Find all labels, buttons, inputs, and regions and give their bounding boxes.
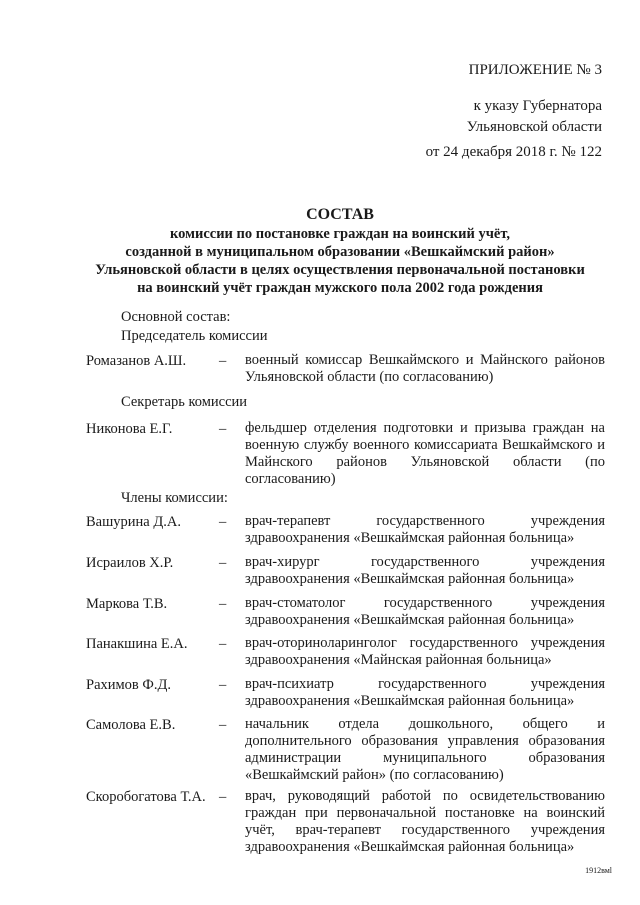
member-position: врач-оториноларинголог государственного учреждения здравоохранения «Майнская районная больница» (245, 635, 605, 668)
title-line-5: на воинский учёт граждан мужского пола 2002 года рождения (137, 280, 543, 296)
separator-dash: – (219, 353, 227, 369)
member-name: Исраилов Х.Р. (86, 555, 174, 571)
member-name: Скоробогатова Т.А. (86, 789, 206, 805)
section-chairman-label: Председатель комиссии (121, 328, 268, 344)
secretary-position: фельдшер отделения подготовки и призыва граждан на военную службу военного комиссариата Вешкаймского и Майнского районов Ульяновской области (по согласованию) (245, 420, 605, 487)
member-position: врач-терапевт государственного учреждения здравоохранения «Вешкаймская районная больница» (245, 513, 605, 546)
decree-line-1: к указу Губернатора (473, 98, 602, 114)
member-position: начальник отдела дошкольного, общего и дополнительного образования управления образования администрации муниципального образования «Вешкаймский район» (по согласованию) (245, 716, 605, 783)
member-position: врач, руководящий работой по освидетельствованию граждан при первоначальной постановке на воинский учёт, врач-терапевт государственного учреждения здравоохранения «Вешкаймская районная больница» (245, 788, 605, 855)
section-secretary-label: Секретарь комиссии (121, 394, 248, 410)
section-main-label: Основной состав: (121, 309, 231, 325)
title-line-3: созданной в муниципальном образовании «Вешкаймский район» (125, 244, 555, 260)
separator-dash: – (219, 421, 227, 437)
member-name: Самолова Е.В. (86, 717, 176, 733)
separator-dash: – (219, 789, 227, 805)
member-name: Панакшина Е.А. (86, 636, 188, 652)
section-members-label: Члены комиссии: (121, 490, 228, 506)
separator-dash: – (219, 677, 227, 693)
separator-dash: – (219, 514, 227, 530)
separator-dash: – (219, 596, 227, 612)
member-name: Вашурина Д.А. (86, 514, 181, 530)
member-position: врач-хирург государственного учреждения здравоохранения «Вешкаймская районная больница» (245, 554, 605, 587)
secretary-name: Никонова Е.Г. (86, 421, 173, 437)
member-name: Рахимов Ф.Д. (86, 677, 172, 693)
separator-dash: – (219, 636, 227, 652)
decree-line-2: Ульяновской области (466, 119, 602, 135)
appendix-label: ПРИЛОЖЕНИЕ № 3 (468, 62, 602, 78)
member-name: Маркова Т.В. (86, 596, 168, 612)
document-title: СОСТАВ (306, 206, 374, 223)
separator-dash: – (219, 717, 227, 733)
footer-code: 1912вмl (585, 866, 612, 875)
chairman-position: военный комиссар Вешкаймского и Майнского районов Ульяновской области (по согласованию) (245, 352, 605, 385)
decree-date-number: от 24 декабря 2018 г. № 122 (425, 144, 602, 160)
chairman-name: Ромазанов А.Ш. (86, 353, 187, 369)
member-position: врач-стоматолог государственного учреждения здравоохранения «Вешкаймская районная больница» (245, 595, 605, 628)
title-line-2: комиссии по постановке граждан на воинский учёт, (169, 226, 511, 242)
separator-dash: – (219, 555, 227, 571)
title-line-4: Ульяновской области в целях осуществления первоначальной постановки (95, 262, 585, 278)
member-position: врач-психиатр государственного учреждения здравоохранения «Вешкаймская районная больница» (245, 676, 605, 709)
